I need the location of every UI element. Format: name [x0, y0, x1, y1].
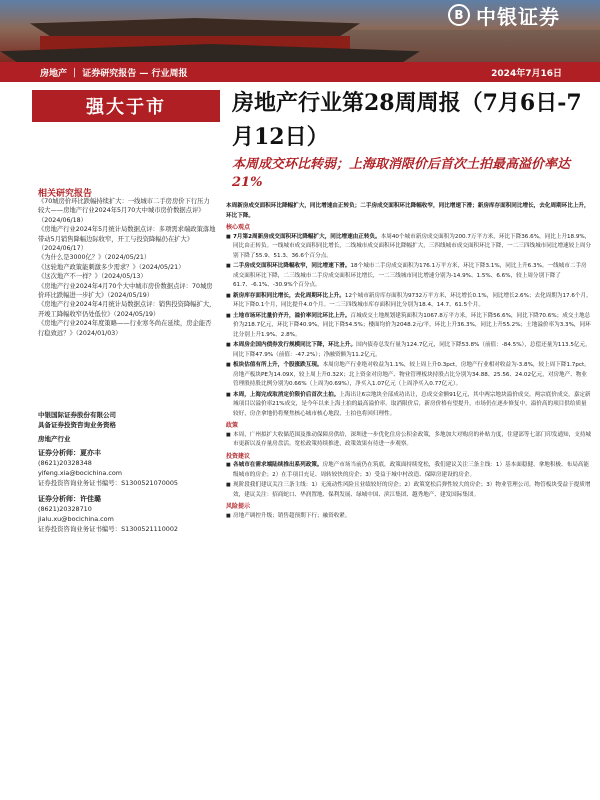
- company-name: 中银国际证券股份有限公司: [38, 411, 116, 419]
- bullet-text: 国内债券总发行量为124.7亿元，同比下降53.8%（前值：-84.5%），总偿还量为113.5亿元，同比下降47.9%（前值：-47.2%）；净融资额为11.2亿元。: [233, 342, 591, 358]
- bullet-lead: 7月第2周新房成交面积环比降幅扩大，同比增速由正转负。: [233, 233, 381, 240]
- report-info-bar: [0, 62, 600, 82]
- bullet-paragraph: [226, 512, 592, 522]
- analyst-name: 证券分析师：许佳璐: [38, 495, 101, 503]
- related-report-item[interactable]: 《房地产行业2024年度策略——行业寒冬尚在延续，房企能否行稳致远？》（2024/01/03）: [38, 320, 212, 337]
- bullet-paragraph: [226, 233, 592, 262]
- bullet-paragraph: [226, 391, 592, 420]
- brand-logo: [448, 2, 560, 28]
- analyst-list: [38, 448, 218, 540]
- analyst-phone: (8621)20328710: [38, 505, 92, 513]
- bullet-lead: 本周房企国内债券发行规模同比下降，环比上升。: [233, 342, 357, 348]
- bullet-paragraph: [226, 431, 592, 450]
- summary-intro: 本周新房成交面积环比降幅扩大，同比增速由正转负；二手房成交面积环比降幅收窄，同比增速下滑；新房库存面积同比增长，去化周期环比上升，环比下降。: [226, 203, 590, 219]
- bullet-text: 百城成交土地规划建筑面积为1067.8万平方米，环比下降56.6%，同比下降70.6%；成交土地总价为218.7亿元，环比下降40.9%，同比下降54.5%；楼面均价为2048.2元/平，环比上升36.3%，同比上升55.2%；土地溢价率为3.3%，同环比分别上升1.9%、2.8%。: [233, 312, 591, 338]
- analyst-email[interactable]: yifeng.xia@bocichina.com: [38, 469, 122, 477]
- bullet-text: 本周房地产行业绝对收益为1.1%，较上周上升0.3pct，房地产行业相对收益为-3.8%，较上周下降1.7pct。房地产板块PE为14.09X，较上周上升0.32X；北上资金对房地产、物业管理板块持股占比分别为34.88、25.56、24.02亿元，对房地产、物业管理股持股比例分别为0.66%（上周为0.69%），净买入1.07亿元（上周净买入0.77亿元）。: [233, 362, 590, 387]
- analyst-card: [38, 494, 218, 534]
- bullet-paragraph: [226, 461, 592, 480]
- related-report-item[interactable]: 《房地产行业2024年4月70个大中城市房价数据点评：70城房价环比跌幅进一步扩大》（2024/05/19）: [38, 282, 213, 300]
- analyst-card: [38, 448, 218, 488]
- related-report-item[interactable]: 《这轮地产政策能刺激多少需求？》（2024/05/21）: [38, 263, 185, 271]
- bullet-paragraph: [226, 292, 592, 311]
- section-heading: 投资建议: [226, 452, 251, 460]
- company-info: [38, 410, 216, 444]
- bullet-text: 本周40个城市新房成交面积为200.7万平方米，环比下降36.6%，同比上升18.9%，同比由正转负。一线城市成交面积同比增长，二线城市成交面积环比降幅扩大，三四线城市成交面积环比下降，一二三四线城市同比增速较上周分别下降了55.9、51.3、36.6个百分点。: [233, 233, 592, 259]
- bullet-text: 上海出让6宗地块全部成功出让，总成交金额91亿元，其中两宗地块溢价成交，两宗底价成交。嘉定新城项目以溢价率21%成交，是今年以来上海土拍的最高溢价率。取消限价后，新房价格有望提升，市场仍在逐步修复中，溢价高的项目供给质量较好，房企拿地仍将聚焦核心城市核心地段，土拍也将回归理性。: [233, 391, 591, 417]
- brand-name: 中银证券: [476, 4, 560, 29]
- analyst-phone: (8621)20328348: [38, 459, 92, 467]
- bullet-text: 本周，广州拟扩大收储范围及推动保障房供给，深圳进一步优化住房公积金政策，多地加大对购房的补贴力度，住建部等七部门印发通知，支持城市更新以及存量房盘活。宽松政策持续推进，政策效果有待进一步观察。: [233, 431, 592, 447]
- report-date: 2024年7月16日: [491, 68, 562, 79]
- bullet-text: 12个城市新房库存面积为9732万平方米，环比增长0.1%，同比增长2.6%；去化周期为17.6个月，环比下降0.1个月，同比提升4.0个月。一二三四线城市库存面积同比分别为18.4、14.7、61.5个月。: [233, 292, 592, 308]
- report-body: [226, 202, 592, 522]
- bullet-text: 房地产市场当前仍在筑底，政策面持续宽松，我们建议关注三条主线：1）基本面稳健、拿地积极、布局高能级城市的房企；2）在手项目充足、周转较快的房企；3）受益于城中村改造、保障房建设的房企。: [233, 462, 589, 478]
- bullet-lead: 板块估值有所上升，个股涨跌互现。: [233, 362, 323, 368]
- section-heading: 核心观点: [226, 224, 251, 231]
- bullet-text: 房地产调控升级；销售超预期下行；融资收紧。: [233, 512, 351, 519]
- bullet-lead: 各城市在需求端陆续推出系列政策。: [233, 462, 323, 468]
- related-report-item[interactable]: 《为什么是3000亿？》（2024/05/21）: [38, 254, 151, 262]
- analyst-cert: 证券投资咨询业务证书编号：S1300521070005: [38, 479, 178, 487]
- bullet-paragraph: [226, 312, 592, 341]
- bullet-lead: 新房库存面积同比增长，去化周期环比上升。: [233, 292, 345, 299]
- industry-label: 房地产行业: [38, 435, 71, 443]
- bullet-paragraph: [226, 262, 592, 291]
- bullet-paragraph: [226, 361, 592, 390]
- section-heading: 风险提示: [226, 503, 251, 510]
- related-report-item[interactable]: 《房地产行业2024年4月统计局数据点评：销售投资降幅扩大，开竣工降幅收窄仍处低位》（2024/05/19）: [38, 301, 216, 318]
- related-report-item[interactable]: 《房地产行业2024年5月统计局数据点评：多项需求端政策落地带动5月销售降幅边际收窄，开工与投资降幅仍在扩大》（2024/06/17）: [38, 226, 216, 253]
- bullet-text: 18个城市二手房成交面积为176.1万平方米，环比下降3.1%，同比上升6.3%。一线城市二手房成交面积环比下降，二三线城市二手房成交面积环比增长，一二三线城市同比增速分别为-14.9%、1.5%、6.6%，较上周分别下降了61.7、-6.1%、-30.9%个百分点。: [233, 263, 587, 288]
- analyst-email[interactable]: jialu.xu@bocichina.com: [38, 515, 114, 523]
- banner-roof-upper: [30, 18, 360, 36]
- bullet-paragraph: [226, 481, 592, 500]
- bullet-lead: 二手房成交面积环比降幅收窄，同比增速下滑。: [233, 263, 351, 269]
- related-reports-heading: 相关研究报告: [38, 189, 93, 199]
- bullet-paragraph: [226, 341, 592, 360]
- related-reports-list: [38, 197, 216, 338]
- analyst-cert: 证券投资咨询业务证书编号：S1300521110002: [38, 525, 178, 533]
- bullet-text: 现阶段我们建议关注三条主线：1）无流动性风险且业绩较好的房企；2）政策宽松后弹性较大的房企；3）物业管理公司，物管板块受益于提质增效，建议关注：招商蛇口、华润置地、保利发展、绿城中国、滨江集团、越秀地产、建发国际集团。: [233, 482, 591, 498]
- bullet-lead: 本周，上海完成取消定价限价后首次土拍。: [233, 391, 340, 398]
- related-report-item[interactable]: 《70城房价环比跌幅持续扩大：一线城市二手房房价下行压力较大——房地产行业2024年5月70大中城市房价数据点评》（2024/06/18）: [38, 198, 210, 224]
- bullet-lead: 土地市场环比量价齐升，溢价率同比环比上升。: [233, 312, 351, 319]
- logo-mark-icon: B: [448, 4, 470, 26]
- analyst-name: 证券分析师：夏亦丰: [38, 449, 101, 457]
- company-license: 具备证券投资咨询业务资格: [38, 421, 116, 429]
- report-title: 房地产行业第28周周报（7月6日-7月12日）: [232, 90, 582, 150]
- section-heading: 政策: [226, 422, 239, 429]
- related-report-item[interactable]: 《这次地产不一样？》（2024/05/13）: [38, 273, 147, 281]
- rating-badge: 强大于市: [32, 90, 220, 122]
- report-subtitle: 本周成交环比转弱；上海取消限价后首次土拍最高溢价率达21%: [232, 157, 571, 190]
- report-category: 房地产 ｜ 证券研究报告 — 行业周报: [40, 68, 188, 79]
